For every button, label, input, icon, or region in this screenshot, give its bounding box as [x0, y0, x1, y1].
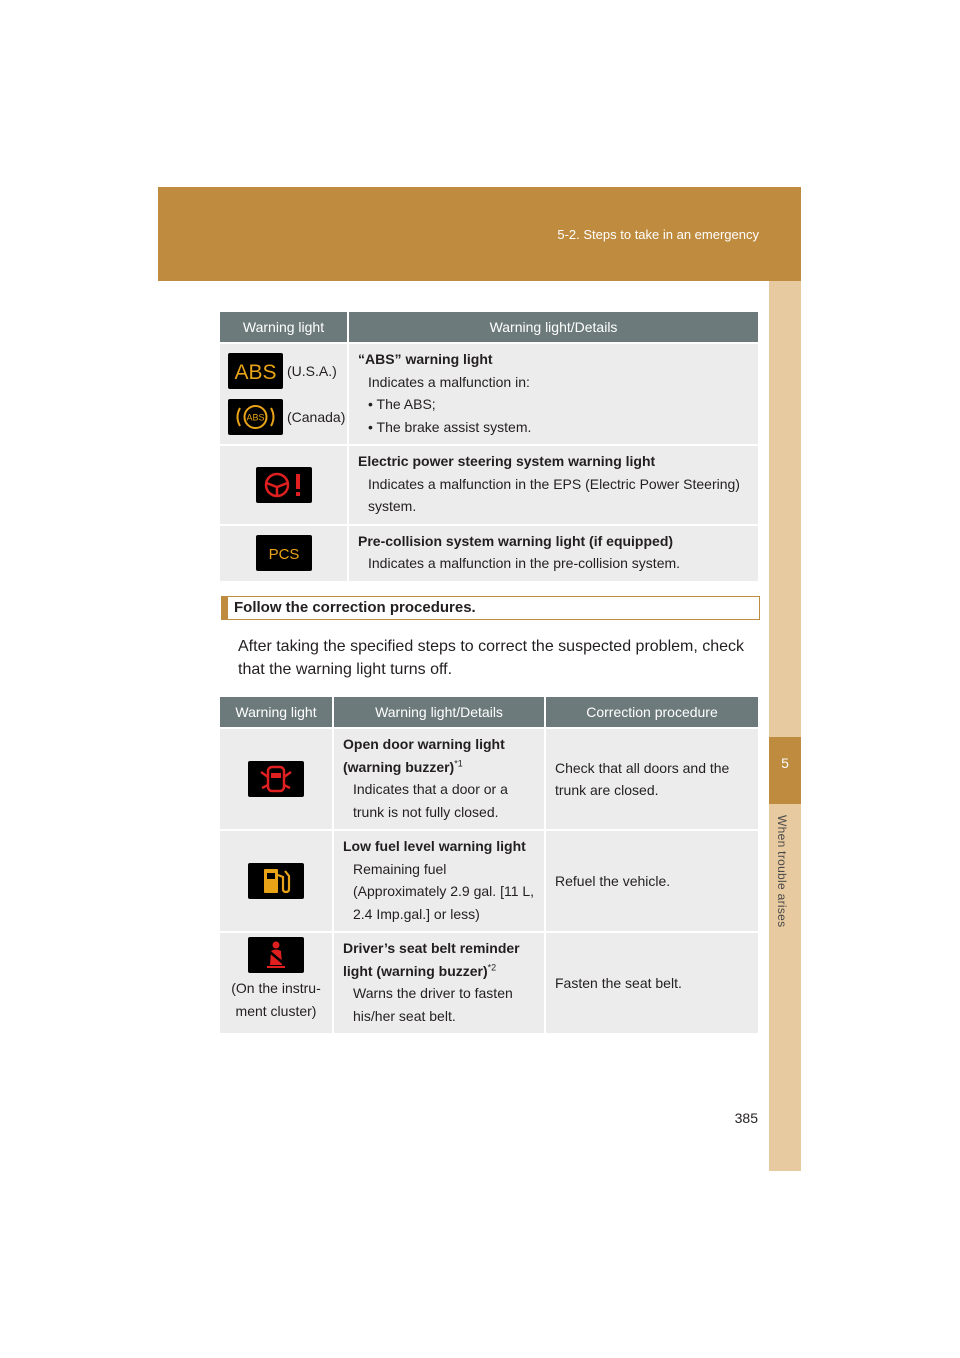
section-marker [221, 596, 228, 620]
pcs-icon [256, 535, 312, 571]
fuel-detail: Remaining fuel (Approximately 2.9 gal. [11 L, 2.4 Imp.gal.] or less) [353, 860, 535, 922]
fuel-details [333, 830, 545, 932]
chapter-number: 5 [781, 755, 789, 771]
page-number: 385 [734, 1110, 758, 1126]
svg-text:ABS: ABS [246, 412, 265, 423]
abs-line-2: • The ABS; [368, 396, 436, 412]
side-tab [769, 281, 801, 1171]
eps-title: Electric power steering system warning light [358, 453, 656, 469]
section-breadcrumb: 5-2. Steps to take in an emergency [557, 227, 759, 242]
abs-icon [228, 353, 283, 389]
col-header-details: Warning light/Details [333, 697, 545, 728]
header-bar [158, 187, 801, 281]
eps-line-1: Indicates a malfunction in the EPS (Electric Power Steering) system. [368, 475, 740, 514]
abs-icon-cell [220, 343, 348, 445]
door-footnote: *1 [454, 757, 463, 768]
abs-circle-icon [228, 399, 283, 435]
pcs-line-1: Indicates a malfunction in the pre-collision system. [368, 555, 681, 571]
col-header-correction: Correction procedure [545, 697, 758, 728]
abs-details [348, 343, 758, 445]
eps-details [348, 445, 758, 525]
abs-line-3: • The brake assist system. [368, 418, 532, 435]
eps-icon-cell [220, 445, 348, 525]
warning-table-2 [220, 697, 758, 1033]
region-usa: (U.S.A.) [287, 363, 337, 379]
section-title: Follow the correction procedures. [234, 599, 476, 616]
pcs-title: Pre-collision system warning light (if equipped) [358, 532, 674, 549]
seatbelt-details [333, 932, 545, 1033]
chapter-tab[interactable] [769, 737, 801, 804]
door-detail: Indicates that a door or a trunk is not fully closed. [353, 781, 508, 820]
door-icon-cell [220, 728, 333, 830]
fuel-correction: Refuel the vehicle. [545, 830, 758, 932]
pcs-details [348, 525, 758, 581]
eps-steering-icon [256, 467, 312, 503]
open-door-icon [248, 761, 304, 797]
region-canada: (Canada) [287, 409, 346, 425]
abs-line-1: Indicates a malfunction in: [368, 373, 530, 390]
seatbelt-icon [248, 937, 304, 973]
seatbelt-icon-caption: (On the instru-ment cluster) [231, 980, 321, 1019]
pcs-icon-cell [220, 525, 348, 581]
abs-title: “ABS” warning light [358, 351, 493, 367]
section-heading [221, 596, 760, 620]
col-header-warning-light: Warning light [220, 312, 348, 343]
seatbelt-footnote: *2 [487, 961, 497, 972]
seatbelt-title-1: Driver’s seat belt reminder [343, 940, 520, 956]
fuel-pump-icon [248, 863, 304, 899]
door-title-1: Open door warning light [343, 736, 505, 752]
abs-icon-text: ABS [234, 361, 277, 384]
door-details [333, 728, 545, 830]
door-title-2: (warning buzzer) [343, 758, 455, 775]
seatbelt-title-2: light (warning buzzer) [343, 962, 488, 979]
col-header-warning-light: Warning light [220, 697, 333, 728]
seatbelt-correction: Fasten the seat belt. [545, 932, 758, 1033]
warning-table-1 [220, 312, 758, 581]
seatbelt-detail: Warns the driver to fasten his/her seat belt. [353, 985, 513, 1024]
door-correction: Check that all doors and the trunk are closed. [545, 728, 758, 830]
seatbelt-icon-cell [220, 932, 333, 1033]
section-paragraph: After taking the specified steps to correct the suspected problem, check that the warning light turns off. [238, 638, 745, 678]
chapter-label: When trouble arises [775, 815, 789, 928]
fuel-icon-cell [220, 830, 333, 932]
pcs-icon-text: PCS [268, 546, 299, 563]
fuel-title: Low fuel level warning light [343, 838, 526, 854]
col-header-details: Warning light/Details [348, 312, 758, 343]
